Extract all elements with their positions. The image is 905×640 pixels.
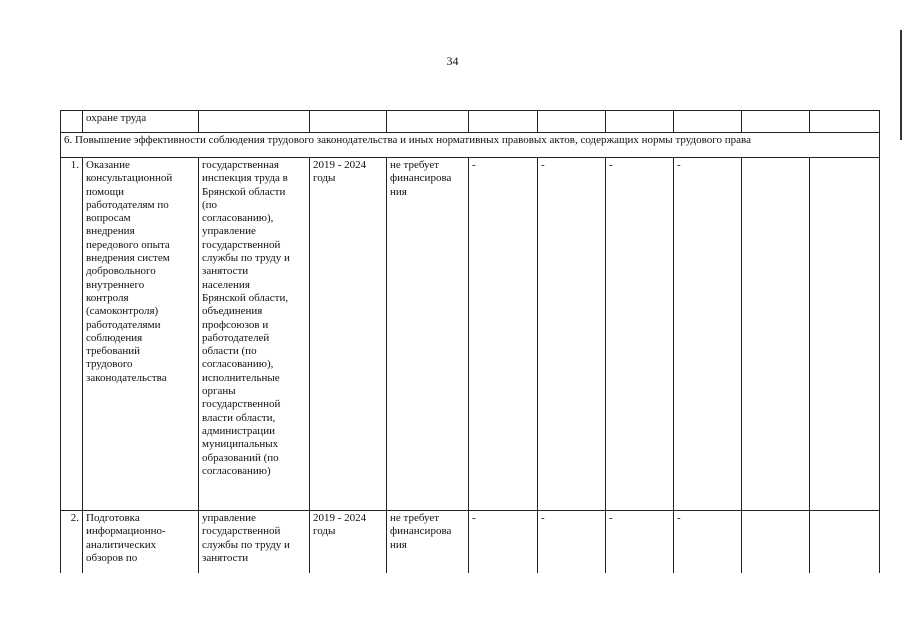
cell-value bbox=[469, 111, 538, 133]
section-title: 6. Повышение эффективности соблюдения трудового законодательства и иных нормативных правовых актов, содержащих нормы трудового права bbox=[61, 133, 880, 158]
cell-period: 2019 - 2024 годы bbox=[310, 511, 387, 574]
cell-event: охране труда bbox=[83, 111, 199, 133]
section-heading-row bbox=[61, 133, 880, 158]
scan-edge-line bbox=[900, 30, 902, 140]
table-row bbox=[61, 511, 880, 574]
cell-event: Подготовка информационно- аналитических обзоров по bbox=[83, 511, 199, 574]
cell-value bbox=[742, 158, 810, 511]
cell-value bbox=[810, 111, 880, 133]
page-number: 34 bbox=[446, 54, 459, 68]
cell-financing bbox=[387, 111, 469, 133]
cell-num: 1. bbox=[61, 158, 83, 511]
cell-event: Оказание консультационной помощи работодателям по вопросам внедрения передового опыта внедрения систем добровольного внутреннего контроля (самоконтроля) работодателями соблюдения требований трудового законодательства bbox=[83, 158, 199, 511]
cell-executor bbox=[199, 111, 310, 133]
cell-value: - bbox=[674, 511, 742, 574]
cell-value bbox=[742, 111, 810, 133]
cell-value: - bbox=[606, 158, 674, 511]
cell-value bbox=[674, 111, 742, 133]
cell-period bbox=[310, 111, 387, 133]
cell-value bbox=[538, 111, 606, 133]
cell-value bbox=[606, 111, 674, 133]
cell-value bbox=[810, 511, 880, 574]
cell-period: 2019 - 2024 годы bbox=[310, 158, 387, 511]
measures-table bbox=[60, 110, 880, 573]
cell-value bbox=[810, 158, 880, 511]
table-row-continuation bbox=[61, 111, 880, 133]
cell-value bbox=[742, 511, 810, 574]
cell-value: - bbox=[674, 158, 742, 511]
cell-value: - bbox=[469, 158, 538, 511]
cell-value: - bbox=[538, 511, 606, 574]
cell-financing: не требует финансирова ния bbox=[387, 158, 469, 511]
cell-num bbox=[61, 111, 83, 133]
cell-value: - bbox=[469, 511, 538, 574]
cell-executor: государственная инспекция труда в Брянской области (по согласованию), управление государственной службы по труду и занятости населения Брянской области, объединения профсоюзов и работодателей области (по согласованию), исполнительные органы государственной власти области, администрации муниципальных образований (по согласованию) bbox=[199, 158, 310, 511]
cell-financing: не требует финансирова ния bbox=[387, 511, 469, 574]
table-row bbox=[61, 158, 880, 511]
cell-value: - bbox=[538, 158, 606, 511]
cell-value: - bbox=[606, 511, 674, 574]
cell-num: 2. bbox=[61, 511, 83, 574]
cell-executor: управление государственной службы по труду и занятости bbox=[199, 511, 310, 574]
